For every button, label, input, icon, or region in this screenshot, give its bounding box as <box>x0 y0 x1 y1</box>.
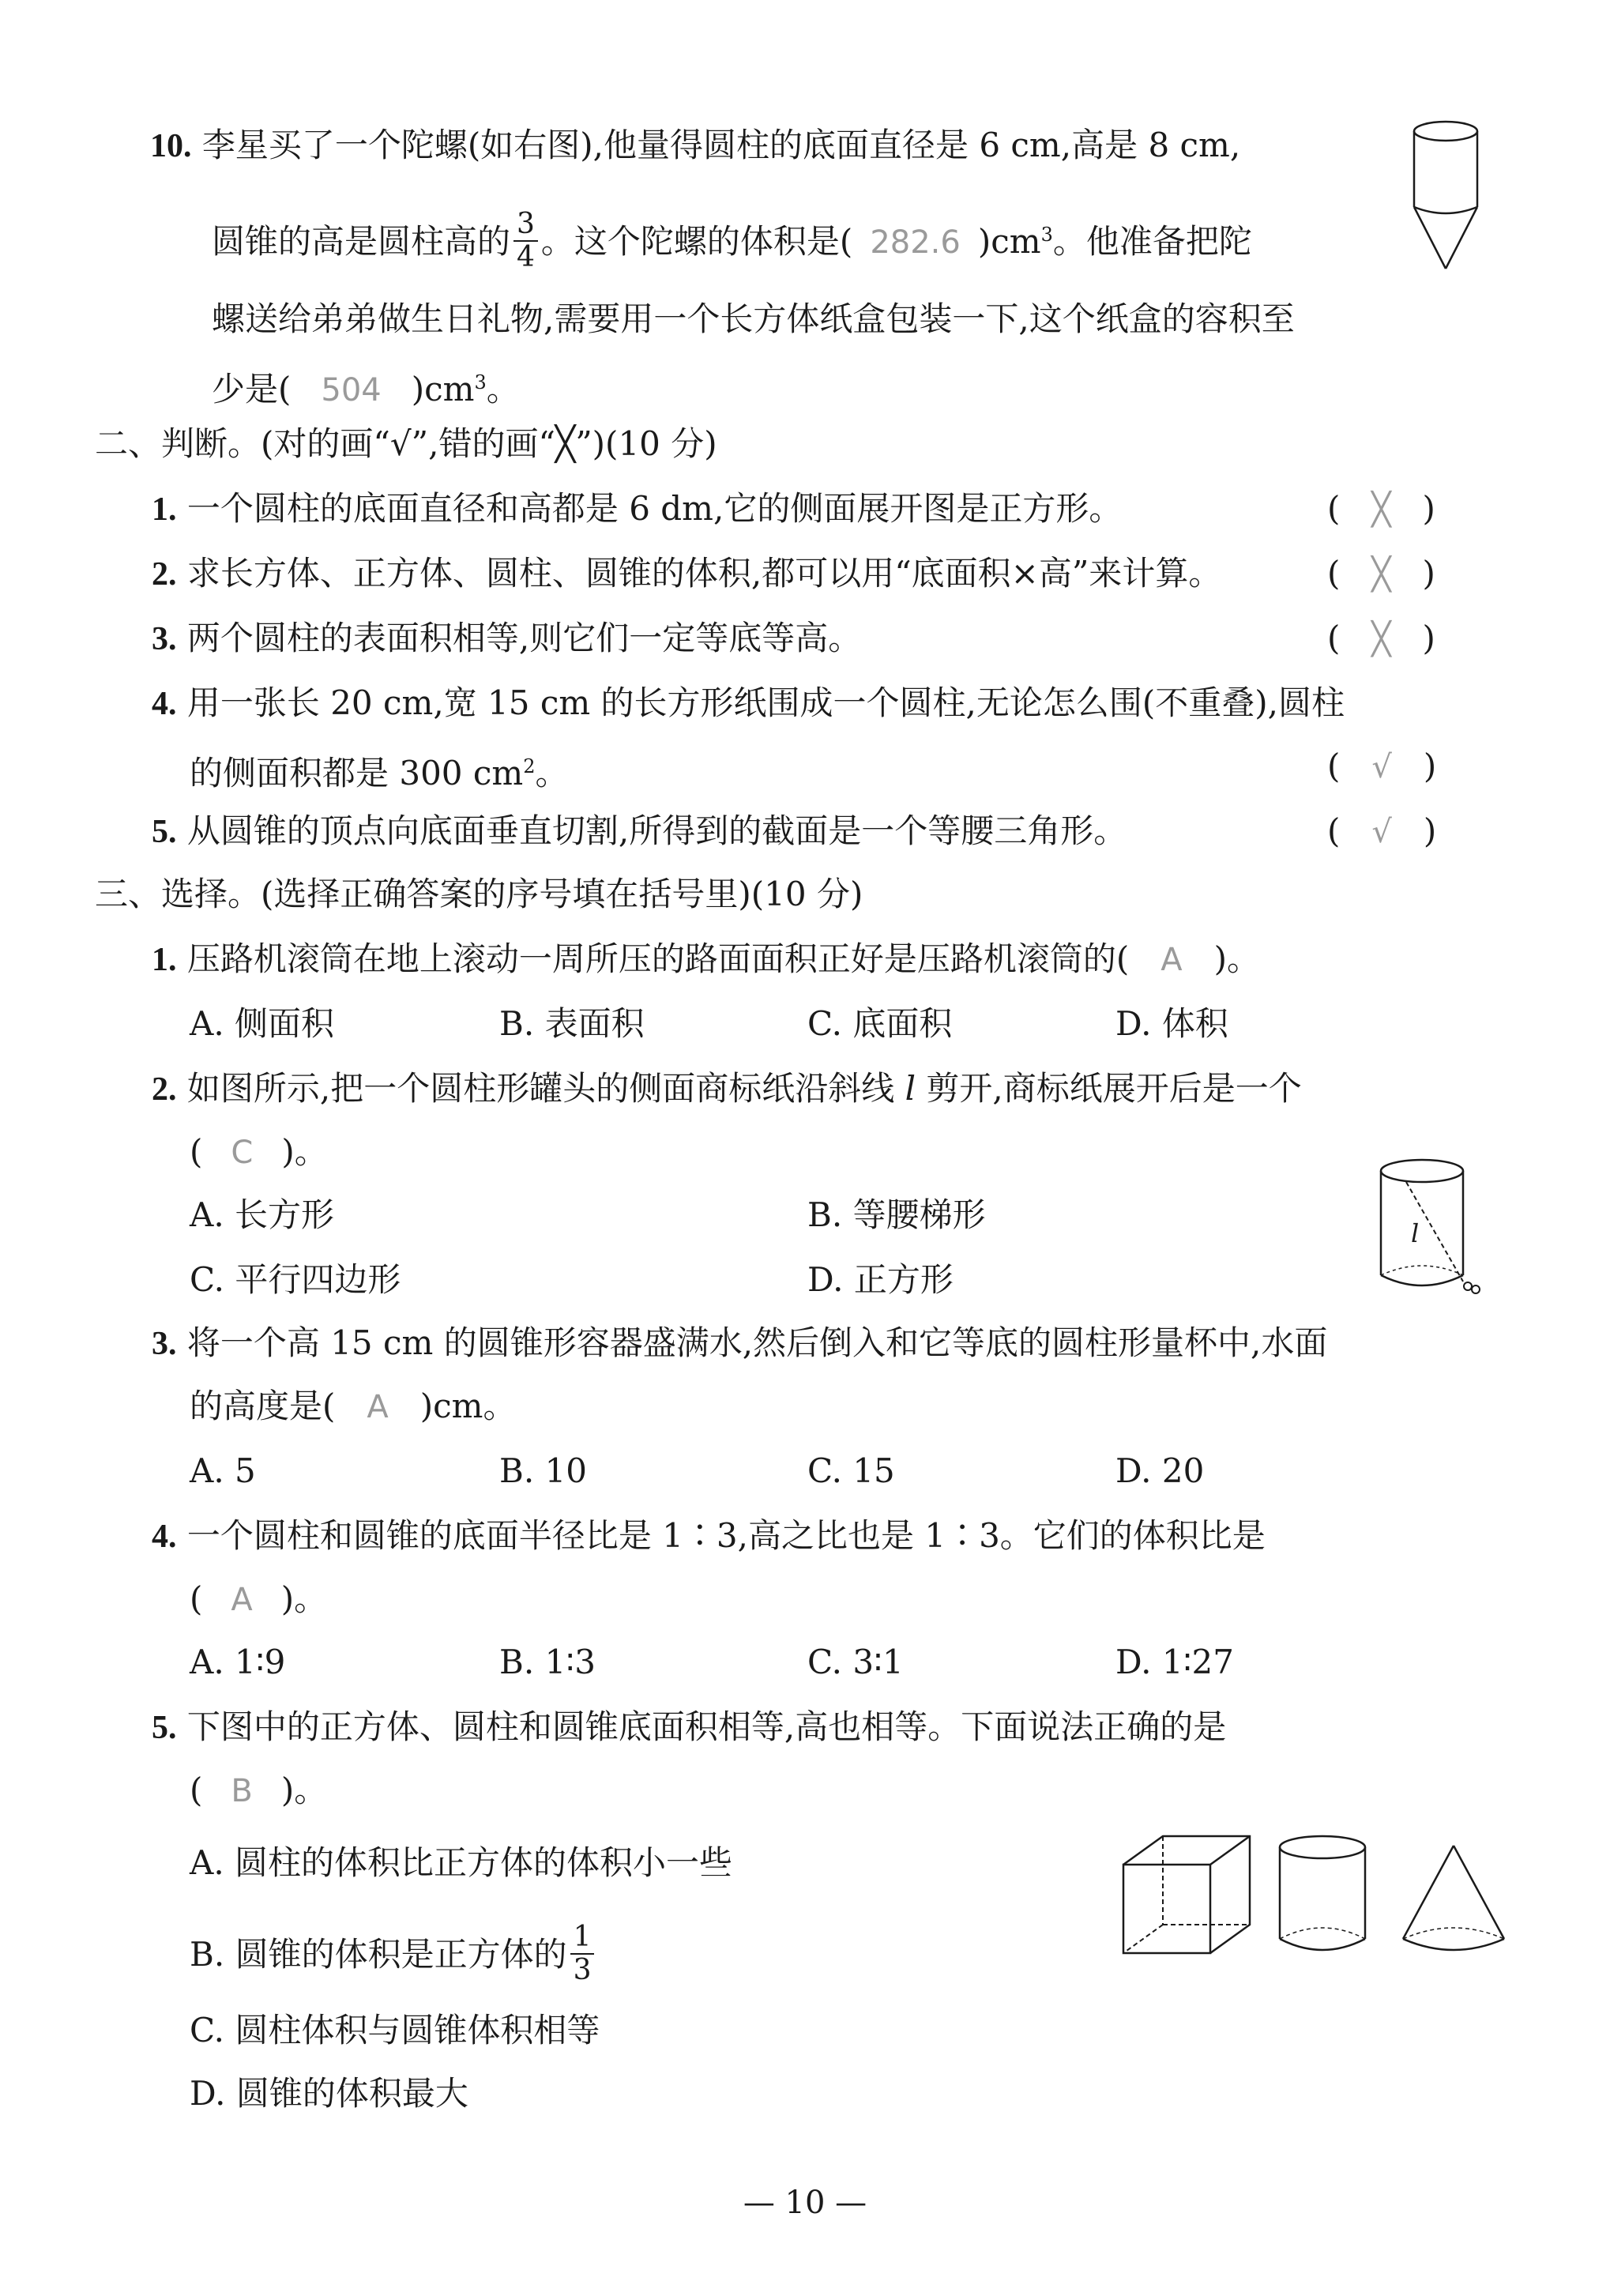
choice-q2-option-a: A. 长方形 <box>190 1195 335 1234</box>
q10-line3: 螺送给弟弟做生日礼物,需要用一个长方体纸盒包装一下,这个纸盒的容积至 <box>212 299 1295 338</box>
choice-q1-option-d: D. 体积 <box>1115 1004 1228 1043</box>
judge-answer-1[interactable]: ( ╳ ) <box>1327 489 1435 528</box>
choice-q4-blank: ( A )。 <box>190 1579 328 1618</box>
judge-answer-4[interactable]: ( √ ) <box>1327 747 1437 785</box>
judge-item-5: 5. 从圆锥的顶点向底面垂直切割,所得到的截面是一个等腰三角形。 <box>152 811 1127 850</box>
judge-answer-3[interactable]: ( ╳ ) <box>1327 619 1435 657</box>
judge-item-3: 3. 两个圆柱的表面积相等,则它们一定等底等高。 <box>152 619 862 657</box>
choice-q4-option-c: C. 3∶1 <box>807 1643 904 1681</box>
choice-q5-option-d: D. 圆锥的体积最大 <box>190 2074 468 2113</box>
judge-item-4: 4. 用一张长 20 cm,宽 15 cm 的长方形纸围成一个圆柱,无论怎么围(不重叠),圆柱 <box>152 683 1345 722</box>
choice-q1: 1. 压路机滚筒在地上滚动一周所压的路面面积正好是压路机滚筒的( A )。 <box>152 939 1261 978</box>
choice-q3-option-a: A. 5 <box>190 1451 256 1490</box>
q10-text-2c: )cm <box>977 222 1041 261</box>
choice-q1-answer[interactable]: A <box>1160 942 1183 978</box>
choice-q5-blank: ( B )。 <box>190 1771 328 1809</box>
choice-q4-answer[interactable]: A <box>231 1582 253 1618</box>
q10-answer-1[interactable]: 282.6 <box>870 224 961 261</box>
judge-answer-2[interactable]: ( ╳ ) <box>1327 554 1435 593</box>
choice-q3-option-c: C. 15 <box>807 1451 895 1490</box>
choice-q5: 5. 下图中的正方体、圆柱和圆锥底面积相等,高也相等。下面说法正确的是 <box>152 1707 1227 1746</box>
choice-q5-option-b: B. 圆锥的体积是正方体的 $\frac{1}{3}$ <box>190 1925 597 1989</box>
choice-q3-line2: 的高度是( A )cm。 <box>190 1387 517 1425</box>
q10-line2: 圆锥的高是圆柱高的 $\frac{3}{4}$ 。这个陀螺的体积是( 282.6 )$cm^3$。他准备把陀 <box>212 208 1252 273</box>
choice-q4-option-d: D. 1∶27 <box>1115 1643 1234 1681</box>
choice-q4-option-b: B. 1∶3 <box>499 1643 596 1681</box>
choice-q3-option-d: D. 20 <box>1115 1451 1205 1490</box>
choice-q5-option-c: C. 圆柱体积与圆锥体积相等 <box>190 2011 600 2049</box>
q10-text-1: 李星买了一个陀螺(如右图),他量得圆柱的底面直径是 6 cm,高是 8 cm, <box>201 126 1241 164</box>
q10-text-2d: 。他准备把陀 <box>1052 222 1252 261</box>
judge-item-1: 1. 一个圆柱的底面直径和高都是 6 dm,它的侧面展开图是正方形。 <box>152 489 1123 528</box>
judge-answer-5[interactable]: ( √ ) <box>1327 811 1437 850</box>
choice-q5-option-a: A. 圆柱的体积比正方体的体积小一些 <box>190 1843 733 1882</box>
choice-q2: 2. 如图所示,把一个圆柱形罐头的侧面商标纸沿斜线 l 剪开,商标纸展开后是一个 <box>152 1069 1302 1108</box>
choice-q2-option-c: C. 平行四边形 <box>190 1260 401 1299</box>
choice-q3-option-b: B. 10 <box>499 1451 588 1490</box>
choice-q2-answer[interactable]: C <box>231 1135 254 1171</box>
choice-q3-answer[interactable]: A <box>367 1389 389 1425</box>
choice-q1-option-a: A. 侧面积 <box>190 1004 335 1043</box>
spinning-top-figure <box>1406 119 1485 277</box>
judge-item-4-line2: 的侧面积都是 300 $cm^2$。 <box>190 754 569 792</box>
q10-number: 10. <box>150 128 192 164</box>
choice-q3: 3. 将一个高 15 cm 的圆锥形容器盛满水,然后倒入和它等底的圆柱形量杯中,水面 <box>152 1323 1328 1362</box>
choice-q2-option-d: D. 正方形 <box>807 1260 954 1299</box>
choice-q5-answer[interactable]: B <box>231 1773 253 1809</box>
q10-line1 <box>150 123 1240 168</box>
q10-text-2a: 圆锥的高是圆柱高的 <box>212 222 511 261</box>
fraction-one-third: $\frac{1}{3}$ <box>570 1921 595 1986</box>
choice-q2-option-b: B. 等腰梯形 <box>807 1195 986 1234</box>
fraction-three-quarters: $\frac{3}{4}$ <box>513 209 538 273</box>
choice-q4-option-a: A. 1∶9 <box>190 1643 286 1681</box>
judge-item-2: 2. 求长方体、正方体、圆柱、圆锥的体积,都可以用“底面积×高”来计算。 <box>152 554 1222 593</box>
choice-q1-option-c: C. 底面积 <box>807 1004 953 1043</box>
q10-answer-2[interactable]: 504 <box>321 372 382 408</box>
section-2-title: 二、判断。(对的画“√”,错的画“╳”)(10 分) <box>95 424 717 463</box>
choice-q4: 4. 一个圆柱和圆锥的底面半径比是 1∶3,高之比也是 1∶3。它们的体积比是 <box>152 1516 1266 1555</box>
can-with-slash-figure <box>1375 1155 1485 1302</box>
choice-q2-blank: ( C )。 <box>190 1132 328 1171</box>
choice-q1-option-b: B. 表面积 <box>499 1004 645 1043</box>
section-3-title: 三、选择。(选择正确答案的序号填在括号里)(10 分) <box>95 875 863 913</box>
q10-line4: 少是( 504 )$cm^3$。 <box>212 370 520 408</box>
page-number: — 10 — <box>743 2185 867 2221</box>
q10-text-2b: 。这个陀螺的体积是( <box>540 222 853 261</box>
can-figure-label-l: l <box>1411 1218 1420 1248</box>
cube-cylinder-cone-figure <box>1122 1833 1533 1959</box>
